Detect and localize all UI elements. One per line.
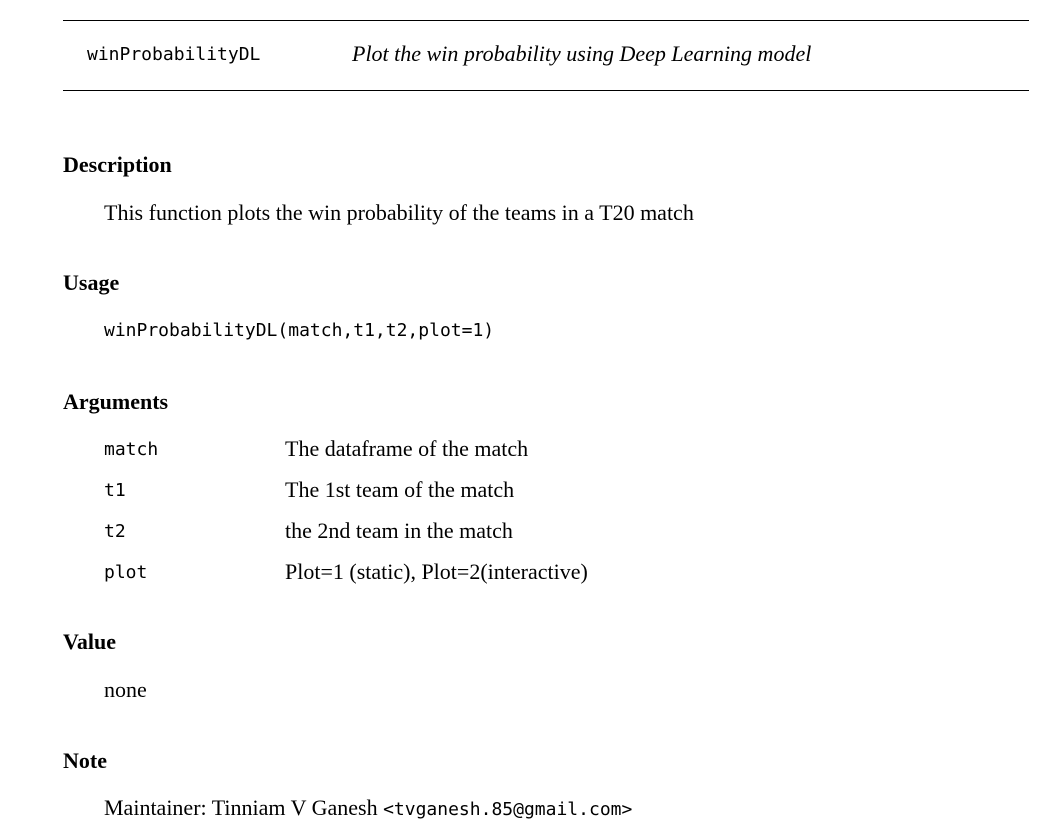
usage-heading: Usage <box>63 270 120 295</box>
argument-description: The dataframe of the match <box>285 436 529 461</box>
argument-name: t1 <box>104 480 126 501</box>
argument-row-t2 <box>104 518 804 559</box>
note-text <box>104 795 632 823</box>
argument-name: plot <box>104 562 148 583</box>
arguments-heading: Arguments <box>63 389 169 414</box>
argument-row-t1 <box>104 477 804 518</box>
function-title: Plot the win probability using Deep Learning model <box>352 41 812 66</box>
maintainer-label: Maintainer: Tinniam V Ganesh <box>104 795 384 820</box>
description-text: This function plots the win probability of the teams in a T20 match <box>104 200 694 225</box>
note-heading: Note <box>63 748 107 773</box>
argument-description: The 1st team of the match <box>285 477 515 502</box>
arguments-table <box>104 436 804 600</box>
function-name: winProbabilityDL <box>87 44 261 65</box>
argument-row-match <box>104 436 804 477</box>
argument-name: t2 <box>104 521 126 542</box>
argument-description: the 2nd team in the match <box>285 518 513 543</box>
description-heading: Description <box>63 152 172 177</box>
argument-description: Plot=1 (static), Plot=2(interactive) <box>285 559 588 584</box>
doc-header <box>63 21 1029 90</box>
value-text: none <box>104 677 147 702</box>
maintainer-email: <tvganesh.85@gmail.com> <box>383 799 633 820</box>
value-heading: Value <box>63 629 116 654</box>
argument-row-plot <box>104 559 804 600</box>
header-bottom-rule <box>63 90 1029 91</box>
argument-name: match <box>104 439 159 460</box>
usage-code: winProbabilityDL(match,t1,t2,plot=1) <box>104 320 495 341</box>
